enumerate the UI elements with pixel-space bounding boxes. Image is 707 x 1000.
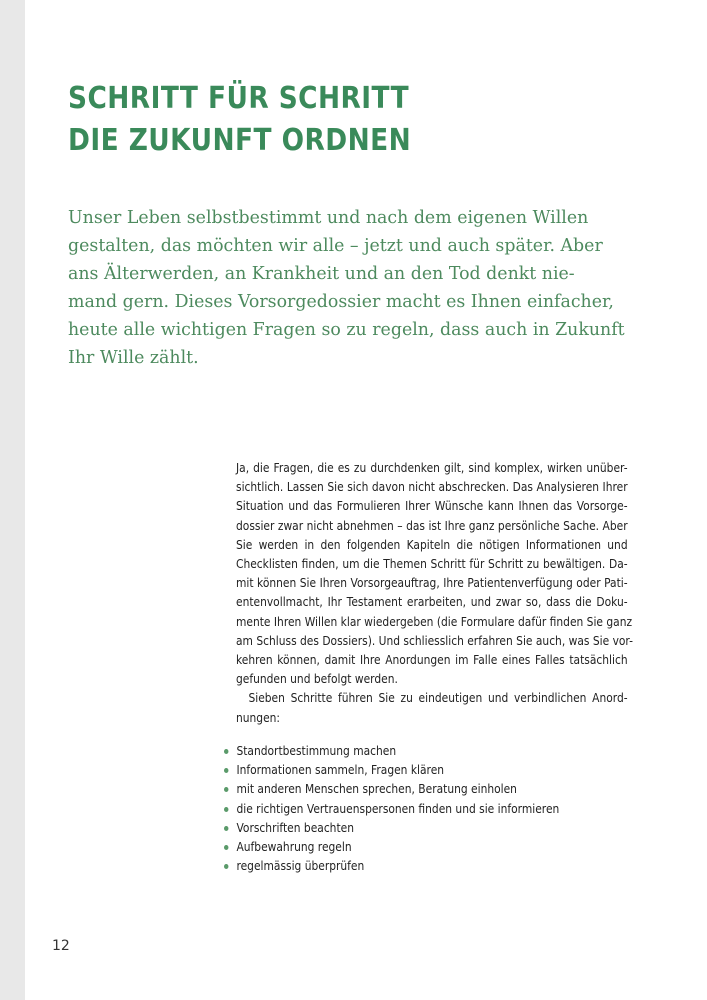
list-item	[224, 857, 559, 876]
body-line: mente Ihren Willen klar wiedergeben (die Formulare dafür finden Sie ganz	[236, 614, 633, 629]
body-line: kehren können, damit Ihre Anordungen im Falle eines Falles tatsächlich	[236, 653, 628, 668]
body-line: Checklisten finden, um die Themen Schritt für Schritt zu bewältigen. Da-	[236, 557, 628, 572]
body-text	[236, 459, 633, 728]
step-label: Informationen sammeln, Fragen klären	[236, 763, 445, 778]
bullet-icon	[224, 807, 228, 812]
step-label: Vorschriften beachten	[236, 820, 354, 835]
bullet-icon	[224, 787, 228, 792]
body-line: Ja, die Fragen, die es zu durchdenken gilt, sind komplex, wirken unüber-	[236, 461, 628, 475]
body-line: Sieben Schritte führen Sie zu eindeutigen und verbindlichen Anord-	[248, 691, 628, 706]
body-line: entenvollmacht, Ihr Testament erarbeiten, und zwar so, dass die Doku-	[236, 595, 628, 610]
body-line: Sie werden in den folgenden Kapiteln die nötigen Informationen und	[236, 537, 628, 552]
body-line: gefunden und befolgt werden.	[236, 672, 398, 687]
bullet-icon	[224, 826, 228, 831]
lead-line: ans Älterwerden, an Krankheit und an den Tod denkt nie-	[68, 263, 575, 284]
lead-line: Unser Leben selbstbestimmt und nach dem eigenen Willen	[68, 207, 589, 228]
lead-paragraph	[68, 204, 625, 372]
body-line: dossier zwar nicht abnehmen – das ist Ihre ganz persönliche Sache. Aber	[236, 518, 628, 533]
page-title-line-1: SCHRITT FÜR SCHRITT	[68, 81, 410, 116]
page-number: 12	[52, 938, 70, 954]
lead-line: mand gern. Dieses Vorsorgedossier macht es Ihnen einfacher,	[68, 291, 614, 312]
list-item	[224, 742, 559, 761]
steps-list	[224, 742, 559, 876]
body-line: am Schluss des Dossiers). Und schliesslich erfahren Sie auch, was Sie vor-	[236, 633, 633, 648]
list-item	[224, 761, 559, 780]
lead-line: heute alle wichtigen Fragen so zu regeln, dass auch in Zukunft	[68, 319, 625, 340]
step-label: mit anderen Menschen sprechen, Beratung einholen	[236, 782, 517, 797]
list-item	[224, 819, 559, 838]
step-label: regelmässig überprüfen	[236, 859, 365, 874]
step-label: die richtigen Vertrauenspersonen finden und sie informieren	[236, 801, 560, 816]
bullet-icon	[224, 845, 228, 850]
bullet-icon	[224, 768, 228, 773]
document-page	[25, 0, 707, 1000]
step-label: Standortbestimmung machen	[236, 744, 397, 758]
page-margin-band	[0, 0, 25, 1000]
body-paragraph-2	[236, 689, 628, 727]
body-line: Situation und das Formulieren Ihrer Wünsche kann Ihnen das Vorsorge-	[236, 499, 628, 514]
body-line: mit können Sie Ihren Vorsorgeauftrag, Ihre Patientenverfügung oder Pati-	[236, 576, 628, 591]
bullet-icon	[224, 864, 228, 869]
step-label: Aufbewahrung regeln	[236, 840, 352, 855]
bullet-icon	[224, 749, 228, 754]
lead-line: Ihr Wille zählt.	[68, 347, 199, 368]
page-title	[68, 78, 411, 162]
body-paragraph-1	[236, 459, 633, 689]
body-line: nungen:	[236, 710, 281, 725]
body-line: sichtlich. Lassen Sie sich davon nicht abschrecken. Das Analysieren Ihrer	[236, 480, 628, 495]
page-title-line-2: DIE ZUKUNFT ORDNEN	[68, 123, 412, 158]
list-item	[224, 780, 559, 799]
list-item	[224, 838, 559, 857]
list-item	[224, 800, 559, 819]
lead-line: gestalten, das möchten wir alle – jetzt und auch später. Aber	[68, 235, 603, 256]
